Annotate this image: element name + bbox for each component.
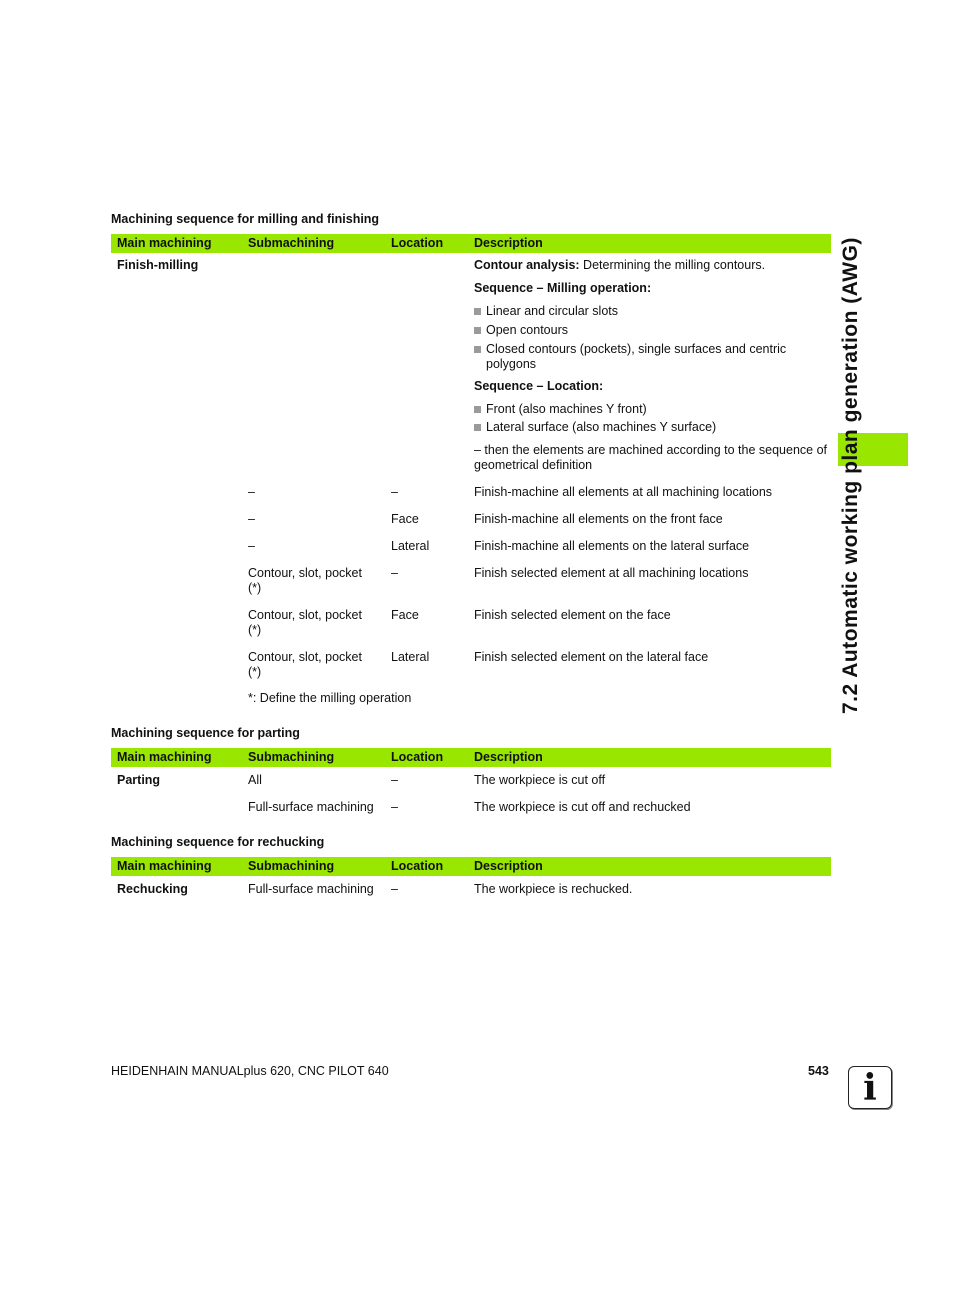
section-heading-milling: Machining sequence for milling and finishing (111, 212, 380, 226)
col-header-main: Main machining (117, 750, 212, 764)
submachining-cell: – (248, 539, 255, 553)
bullet-square-icon (474, 406, 481, 413)
location-cell: Lateral (391, 539, 430, 553)
submachining-cell: Full-surface machining (248, 882, 374, 896)
main-machining-rechucking: Rechucking (117, 882, 188, 896)
contour-analysis (474, 258, 834, 273)
then-text: – then the elements are machined according to the sequence of geometrical definition (474, 443, 828, 472)
section-heading-parting: Machining sequence for parting (111, 726, 300, 740)
section-heading-rechucking: Machining sequence for rechucking (111, 835, 325, 849)
submachining-cell: All (248, 773, 262, 787)
description-cell: Finish-machine all elements on the lateral surface (474, 539, 750, 553)
bullet-square-icon (474, 424, 481, 431)
description-cell: Finish-machine all elements on the front face (474, 512, 723, 526)
contour-analysis-text: Determining the milling contours. (579, 258, 766, 272)
description-cell: The workpiece is rechucked. (474, 882, 633, 896)
submachining-cell: – (248, 512, 255, 526)
contour-analysis-label: Contour analysis: (474, 258, 580, 272)
col-header-description: Description (474, 750, 543, 764)
chapter-title: 7.2 Automatic working plan generation (AWG) (839, 237, 862, 714)
description-cell: Finish selected element at all machining locations (474, 566, 749, 580)
page-number: 543 (808, 1064, 829, 1078)
main-machining-finish-milling: Finish-milling (117, 258, 199, 272)
description-cell: The workpiece is cut off and rechucked (474, 800, 691, 814)
description-cell: Finish-machine all elements at all machining locations (474, 485, 773, 499)
sequence-location-label: Sequence – Location: (474, 379, 604, 393)
col-header-main: Main machining (117, 236, 212, 250)
location-cell: – (391, 800, 398, 814)
description-cell: The workpiece is cut off (474, 773, 606, 787)
location-cell: – (391, 882, 398, 896)
col-header-main: Main machining (117, 859, 212, 873)
location-cell: Face (391, 608, 419, 622)
footnote: *: Define the milling operation (248, 691, 412, 705)
col-header-location: Location (391, 236, 444, 250)
footer-manual-title: HEIDENHAIN MANUALplus 620, CNC PILOT 640 (111, 1064, 389, 1078)
col-header-sub: Submachining (248, 236, 335, 250)
submachining-cell: Contour, slot, pocket (*) (248, 650, 362, 679)
description-cell: Finish selected element on the face (474, 608, 671, 622)
col-header-location: Location (391, 859, 444, 873)
submachining-cell: Contour, slot, pocket (*) (248, 566, 362, 595)
bullet-square-icon (474, 346, 481, 353)
location-cell: Face (391, 512, 419, 526)
location-cell: – (391, 485, 398, 499)
sequence-milling-label: Sequence – Milling operation: (474, 281, 652, 295)
location-cell: – (391, 566, 398, 580)
location-cell: Lateral (391, 650, 430, 664)
description-cell: Finish selected element on the lateral face (474, 650, 709, 664)
bullet-square-icon (474, 327, 481, 334)
location-cell: – (391, 773, 398, 787)
table-header-milling (111, 234, 831, 253)
bullet-square-icon (474, 308, 481, 315)
submachining-cell: Contour, slot, pocket (*) (248, 608, 362, 637)
col-header-description: Description (474, 859, 543, 873)
col-header-location: Location (391, 750, 444, 764)
col-header-sub: Submachining (248, 859, 335, 873)
main-machining-parting: Parting (117, 773, 161, 787)
col-header-sub: Submachining (248, 750, 335, 764)
info-icon-glyph: i (863, 1067, 877, 1109)
submachining-cell: Full-surface machining (248, 800, 374, 814)
table-header-parting (111, 748, 831, 767)
table-header-rechucking (111, 857, 831, 876)
submachining-cell: – (248, 485, 255, 499)
col-header-description: Description (474, 236, 543, 250)
info-icon (848, 1066, 892, 1109)
